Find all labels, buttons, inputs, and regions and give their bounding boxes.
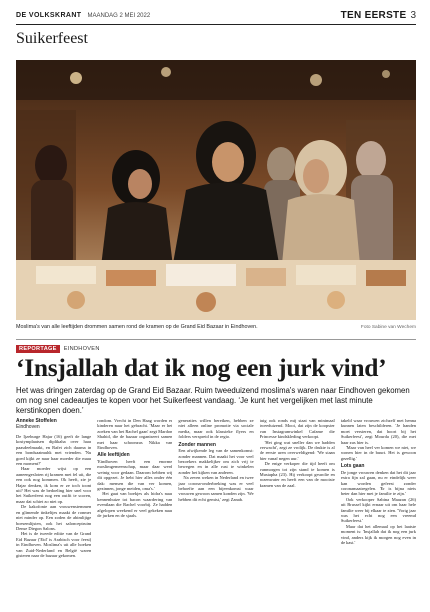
body-paragraph: De kakofonie aan vrouwenstemmen en glimende tinkeltjes maakt de ronmer niet minder op. Een zoden de abimlijige boesemlijsten, ook het salonceptruim Dense Diegon Salons. (16, 504, 92, 531)
article-body (16, 418, 416, 608)
body-paragraph: 'Het ging wat sneller dan we hadden verwacht', zegt ze vrolijk. De drukte is al de eerste uren overweldigend: 'We staan hier vanaf negen uur.' (259, 439, 335, 461)
body-paragraph: De enige verkoper die tijd heeft om vanmorgen tot zijn stand te komen is Mustapha (23). Hij verkoopt geurolie en rozenwater en heeft een van de mooiste kramen van de zaal. (259, 461, 335, 488)
section-header (341, 10, 416, 21)
lead-paragraph: Het was dringen zaterdag op de Grand Eid Bazaar. Ruim tweeduizend moslima's waren naar Eindhoven gekomen om nog snel cadeautjes te kopen voor het Suikerfeest vandaag. ‘Je kunt het vergelijken met last minute kerstinkopen doen.’ (16, 386, 410, 415)
body-column-5 (341, 418, 416, 608)
body-paragraph: Het is de tweede editie van de Grand Eid Bazaar ('Eid' is Arabisch voor feest) in Eindhoven. Moslima's uit alle hoeken van Zuid-Nederland en België waren gisteren naar de bazaar gekomen. (16, 531, 92, 558)
dateline-location: EINDHOVEN (63, 346, 100, 352)
body-paragraph: rondom. Vrecht in Den Haag worden er kinderen naar het gebracht. 'Maar er het zoeken van het Rachel gaan' zegt Mardon Shahid, die de bazaar organiseert samen met haar schoonzus Nikka van Eindhoven. (97, 418, 173, 451)
section-label: TEN EERSTE (340, 9, 407, 21)
body-paragraph: De jonge vrouwen denken dat het dit jaar extra fijn zal gaan, nu er eindelijk weer kan worden gefeest zonder coronamaatregelen. 'Er is bijna niets beter dan hier met je familie te zijn.' (340, 469, 417, 497)
subheading: Lots gaan (340, 463, 365, 470)
genre-badge: REPORTAGE (16, 345, 60, 353)
body-paragraph: Ook verkooper Sabina Maazan (26) uit Brussel kijkt ernaar uit om haar hele familie weer bij elkaar te zien. 'Vorig jaar was het echt nog een vreemd Suikerfeest.' (340, 496, 417, 524)
section-kicker: Suikerfeest (16, 30, 88, 47)
body-paragraph: Maar dat het allemaal op het laatste moment is: 'Insjallah dat ik nog een jurk vind, anders kijk ik morgen nog even in de kast.' (340, 523, 417, 546)
body-paragraph: Haar moeder wijst op een aaneengesloten rij kramen met fel uit, die een ook nog kommen. Ok heeft, zie je Hajar denken, ik kom er ze toch toont uit? Het was de bedoeling hier snel voor het Suikerfeest nog een outfit te scoren, maar dat schiet zo niet op. (16, 466, 92, 504)
bazaar-photo-illustration (16, 60, 416, 320)
body-paragraph: De Ijzeburge Hajar (16) geeft de lange kostymplaatsen diplikaha over haar paasdeelmaakt, en Rafet zich daarna in een bondsaatmuhk met vrienden. 'Nu goed kijkt ze naar haar moeder die maar een moment?' (16, 434, 92, 467)
body-paragraph: Een afwijkende leg van de samenkomst: zonder mannen. Dat maakt het voor veel bezoekers makkelijker om zich vrij te bewegen en in alle rust te winkelen zonder het kijken van anderen. (178, 448, 254, 475)
body-paragraph: 'Eindhoven heeft een enorme moslimgemeenschap, maar daar werd weinig voor gedaan. Daarom hebben wij dit opgezet. Je hebt hier alles onder één dak: mensen die van ver komen, gezinnen, jonge meiden, oma's.' (97, 458, 173, 491)
photo-credit: Foto Sabine van Wechem (360, 324, 416, 330)
photo-caption: Moslima's van alle leeftijden drommen samen rond de kramen op de Grand Eid Bazaar in Eindhoven. (16, 324, 258, 330)
subheading: Zonder mannen (178, 441, 216, 448)
body-column-2 (97, 418, 172, 608)
byline: Anneke Stoffelen (16, 418, 57, 424)
body-column-3 (178, 418, 253, 608)
photo-caption-row (16, 322, 416, 332)
page-number: 3 (410, 9, 416, 21)
masthead-bar (16, 8, 416, 22)
issue-date: MAANDAG 2 MEI 2022 (87, 12, 151, 19)
masthead (16, 12, 150, 19)
subheading: Alle leeftijden (97, 452, 130, 459)
body-column-1 (16, 418, 91, 608)
article-label (16, 345, 100, 353)
body-paragraph: generaties willen bereiken, hebben ze niet alleen online promotie via sociale media, maar ook klassieke flyers en folders verspreid in de regio. (178, 418, 254, 440)
headline: ‘Insjallah dat ik nog een jurk vind’ (16, 353, 387, 382)
paper-name: DE VOLKSKRANT (16, 11, 82, 19)
body-column-4 (260, 418, 335, 608)
body-paragraph: Het gaat van boekjes als hidra's naar kennenhuize tot bacon waardering van eventlaan die Rachel voorbij. Ze hadden afgelopen weekend er veel gekeken naar de jurken en de sjaals. (97, 491, 173, 518)
top-rule (16, 24, 416, 25)
body-paragraph: tuig ook ronds mij staat van minimaal tweeduizend. Mooi, dat zijn de koopster van Instagramwinkel Cafame die Princesse kindskleding verkoopt. (259, 418, 335, 440)
bazaar-photo (16, 60, 416, 320)
byline-place: Eindhoven (16, 424, 40, 430)
body-paragraph: Na zeven weken in Nederland en twee jaar corona-onderbreking was er veel behoefte aan een bijeenkomst waar vrouwen gewoon samen konden zijn. 'We hebben dit echt gemist,' zegt Zanab. (178, 475, 254, 502)
body-paragraph: takeld waar vrouwen zichzelf met henna kunnen laten beschilderen. 'Je handen moet versieren, dat hoort bij het Suikerfeest', zegt Mourda (20), die met haar zus hier is. (340, 418, 417, 445)
article-rule (16, 339, 416, 340)
body-paragraph: 'Maar van heel ver komen we niet, we wonen hier in de buurt. Het is gewoon gezellig.' (340, 445, 417, 461)
